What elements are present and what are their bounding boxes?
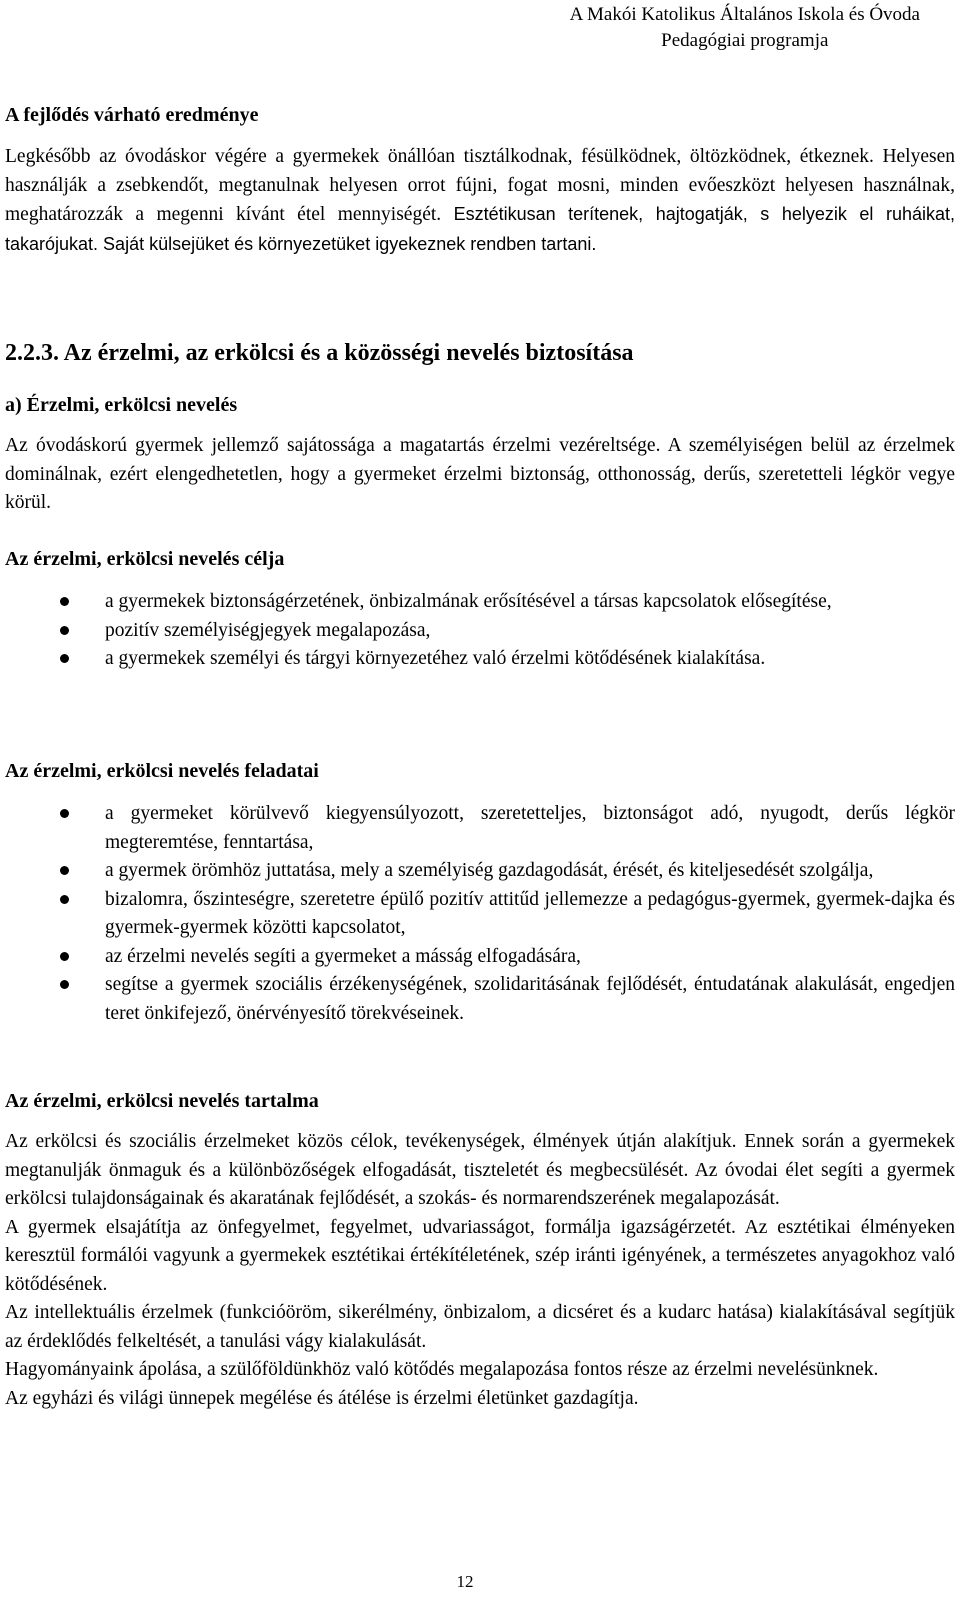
tasks-list — [0, 800, 960, 1028]
list-item: a gyermekek biztonságérzetének, önbizalmának erősítésével a társas kapcsolatok elősegítése, — [0, 588, 955, 617]
goal-list — [0, 588, 960, 674]
section-title-development-result: A fejlődés várható eredménye — [5, 104, 259, 126]
content-paragraph: Az erkölcsi és szociális érzelmeket közös célok, tevékenységek, élmények útján alakítjuk. Ennek során a gyermekek megtanulják önmaguk és a különbözőségek elfogadását, tiszteletét és megbecsülését. Az óvodai élet segíti a gyermek erkölcsi tulajdonságainak és akaratának fejlődését, a szokás- és normarendszerének megalapozását. — [5, 1131, 955, 1209]
list-item: a gyermeket körülvevő kiegyensúlyozott, szeretetteljes, biztonságot adó, nyugodt, derűs légkör megteremtése, fenntartása, — [0, 800, 955, 857]
list-item: segítse a gyermek szociális érzékenységének, szolidaritásának fejlődését, éntudatának alakulását, engedjen teret önkifejező, önérvényesítő törekvéseinek. — [0, 971, 955, 1028]
paragraph-intro: Az óvodáskorú gyermek jellemző sajátossága a magatartás érzelmi vezéreltsége. A személyiségen belül az érzelmek dominálnak, ezért elengedhetetlen, hogy a gyermeket érzelmi biztonság, otthonosság, derűs, szeretetteli légkör vegye körül. — [5, 435, 955, 513]
bullet-icon — [60, 597, 69, 606]
section-title-tasks: Az érzelmi, erkölcsi nevelés feladatai — [5, 760, 319, 782]
paragraph-part-1: Legkésőbb az óvodáskor végére a gyermekek önállóan tisztálkodnak, fésülködnek, öltözködnek, étkeznek. Helyesen használják a zsebkendőt, megtanulnak helyesen orrot fújni, fogat mosni, minden evőeszközt helyesen használnak, meghatározzák a megenni kívánt étel mennyiségét. — [5, 146, 955, 225]
list-item: az érzelmi nevelés segíti a gyermeket a másság elfogadására, — [0, 943, 955, 972]
content-paragraphs — [0, 1128, 955, 1413]
paragraph-development-result — [5, 143, 955, 259]
list-item: pozitív személyiségjegyek megalapozása, — [0, 617, 955, 646]
content-paragraph: Az egyházi és világi ünnepek megélése és átélése is érzelmi életünket gazdagítja. — [5, 1387, 639, 1409]
bullet-icon — [60, 980, 69, 989]
content-paragraph: Az intellektuális érzelmek (funkcióöröm, sikerélmény, önbizalom, a dicséret és a kudarc hatása) kialakításával segítjük az érdeklődés felkeltését, a tanulási vágy kialakulását. — [5, 1302, 955, 1352]
bullet-icon — [60, 654, 69, 663]
chapter-heading: 2.2.3. Az érzelmi, az erkölcsi és a közösségi nevelés biztosítása — [5, 340, 634, 366]
list-item: a gyermek örömhöz juttatása, mely a személyiség gazdagodását, érését, és kiteljesedését szolgálja, — [0, 857, 955, 886]
section-title-goal: Az érzelmi, erkölcsi nevelés célja — [5, 548, 285, 570]
header-document-title: Pedagógiai programja — [661, 30, 829, 51]
page-header — [570, 2, 920, 54]
content-paragraph: A gyermek elsajátítja az önfegyelmet, fegyelmet, udvariasságot, formálja igazságérzetét. Az esztétikai élményeken keresztül formálói vagyunk a gyermekek esztétikai értékítéletének, szép iránti igényének, a természetes anyagokhoz való kötődésének. — [5, 1216, 955, 1295]
subheading-emotional-moral: a) Érzelmi, erkölcsi nevelés — [5, 394, 238, 416]
header-school-name: A Makói Katolikus Általános Iskola és Óvoda — [569, 4, 920, 25]
bullet-icon — [60, 809, 69, 818]
section-title-content: Az érzelmi, erkölcsi nevelés tartalma — [5, 1090, 319, 1112]
bullet-icon — [60, 952, 69, 961]
bullet-icon — [60, 895, 69, 904]
list-item: a gyermekek személyi és tárgyi környezetéhez való érzelmi kötődésének kialakítása. — [0, 645, 955, 674]
page-number: 12 — [456, 1572, 474, 1591]
paragraph-part-2: Esztétikusan terítenek, hajtogatják, s helyezik el ruháikat, takarójukat. Saját külsejüket és környezetüket igyekeznek rendben tartani. — [5, 204, 955, 254]
content-paragraph: Hagyományaink ápolása, a szülőföldünkhöz való kötődés megalapozása fontos része az érzelmi nevelésünknek. — [5, 1359, 879, 1380]
list-item: bizalomra, őszinteségre, szeretetre épülő pozitív attitűd jellemezze a pedagógus-gyermek, gyermek-dajka és gyermek-gyermek közötti kapcsolatot, — [0, 886, 955, 943]
bullet-icon — [60, 626, 69, 635]
bullet-icon — [60, 866, 69, 875]
